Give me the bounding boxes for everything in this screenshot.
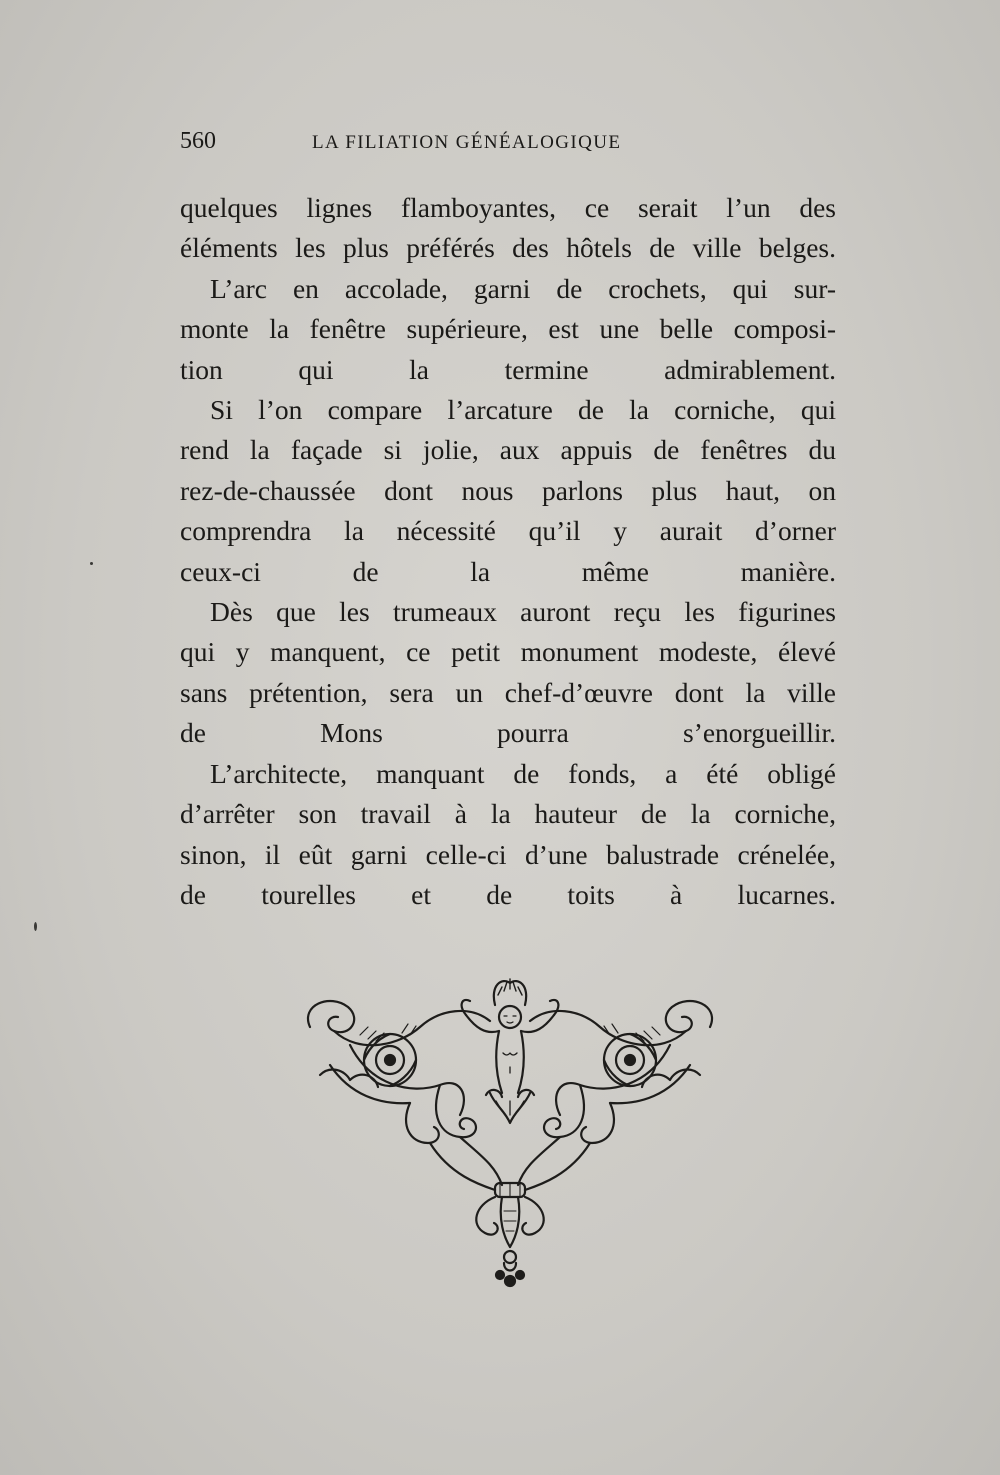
- text-line: sans prétention, sera un chef-d’œuvre dont la ville: [180, 676, 836, 708]
- text-line: monte la fenêtre supérieure, est une belle composi-: [180, 313, 836, 345]
- text-line: qui y manquent, ce petit monument modeste, élevé: [180, 636, 836, 668]
- text-line: de tourelles et de toits à lucarnes.: [180, 878, 836, 910]
- page-header: [180, 124, 700, 160]
- text-line: d’arrêter son travail à la hauteur de la corniche,: [180, 798, 836, 830]
- text-line: éléments les plus préférés des hôtels de ville belges.: [180, 232, 836, 264]
- cul-de-lampe-ornament-icon: [290, 975, 730, 1295]
- page-number: 560: [180, 128, 216, 154]
- paragraph: [180, 188, 836, 269]
- text-line: quelques lignes flamboyantes, ce serait l’un des: [180, 192, 836, 223]
- paragraph: [180, 269, 836, 390]
- text-line: comprendra la nécessité qu’il y aurait d’orner: [180, 515, 836, 547]
- text-line: Si l’on compare l’arcature de la corniche, qui: [210, 394, 836, 426]
- text-line: ceux-ci de la même manière.: [180, 555, 836, 587]
- running-title: LA FILIATION GÉNÉALOGIQUE: [312, 132, 622, 153]
- text-line: rez-de-chaussée dont nous parlons plus haut, on: [180, 474, 836, 506]
- text-line: tion qui la termine admirablement.: [180, 353, 836, 385]
- text-line: Dès que les trumeaux auront reçu les figurines: [210, 596, 836, 628]
- text-line: rend la façade si jolie, aux appuis de fenêtres du: [180, 434, 836, 466]
- paragraph: [180, 754, 836, 916]
- text-line: L’architecte, manquant de fonds, a été obligé: [210, 757, 836, 789]
- text-line: sinon, il eût garni celle-ci d’une balustrade crénelée,: [180, 838, 836, 870]
- paragraph: [180, 592, 836, 754]
- paper-speck: [34, 922, 37, 931]
- paragraph: [180, 390, 836, 592]
- text-line: L’arc en accolade, garni de crochets, qui sur-: [210, 272, 836, 304]
- paper-speck: [90, 562, 93, 565]
- text-line: de Mons pourra s’enorgueillir.: [180, 717, 836, 749]
- body-text: [180, 188, 836, 915]
